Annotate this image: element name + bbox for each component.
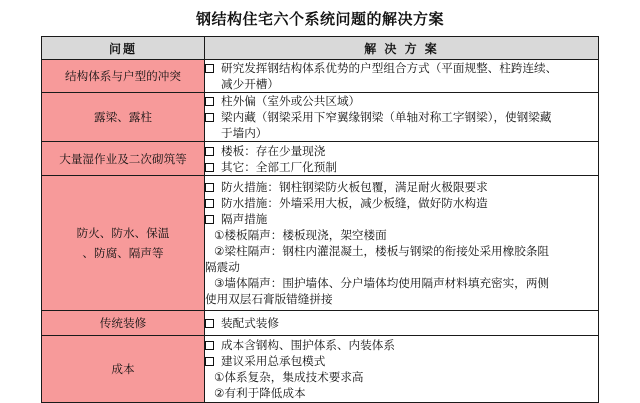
solution-item: 成本含钢构、围护体系、内装体系: [205, 337, 598, 353]
square-bullet-icon: [205, 199, 214, 208]
square-bullet-icon: [205, 64, 214, 73]
solution-subitem: ③墙体隔声：围护墙体、分户墙体均使用隔声材料填充密实，两侧: [214, 276, 550, 290]
solution-item: 防火措施：钢柱钢梁防火板包覆，满足耐火极限要求: [205, 179, 598, 195]
solution-cell: [205, 93, 599, 142]
table-row: [42, 60, 599, 93]
solution-continuation: 使用双层石膏版错缝拼接: [205, 292, 333, 306]
header-solution: 解 决 方 案: [205, 37, 599, 60]
square-bullet-icon: [205, 357, 214, 366]
solution-item: 其它：全部工厂化预制: [205, 159, 598, 175]
issue-line: 、防腐、隔声等: [82, 246, 164, 260]
square-bullet-icon: [205, 97, 214, 106]
solution-item: 柱外偏（室外或公共区域）: [205, 93, 598, 109]
table-row: [42, 336, 599, 403]
issue-cell: 露梁、露柱: [42, 93, 205, 142]
square-bullet-icon: [205, 147, 214, 156]
issue-cell: 大量湿作业及二次砌筑等: [42, 142, 205, 176]
square-bullet-icon: [205, 163, 214, 172]
solution-item: 梁内藏（钢梁采用下窄翼缘钢梁（单轴对称工字钢梁），使钢梁藏: [205, 109, 598, 125]
solution-item: 楼板：存在少量现浇: [205, 143, 598, 159]
table-row: [42, 142, 599, 176]
solution-cell: [205, 311, 599, 336]
solution-continuation: 于墙内）: [221, 126, 268, 140]
table-header-row: [42, 37, 599, 60]
issue-cell: 传统装修: [42, 311, 205, 336]
solution-subitem: ②有利于降低成本: [214, 386, 306, 400]
solution-item: 防水措施：外墙采用大板，减少板缝，做好防水构造: [205, 195, 598, 211]
solutions-table: [41, 36, 599, 403]
solution-item: 隔声措施: [205, 211, 598, 227]
solution-subitem: ①楼板隔声：楼板现浇，架空楼面: [214, 228, 387, 242]
issue-cell: 结构体系与户型的冲突: [42, 60, 205, 93]
header-issue: 问题: [42, 37, 205, 60]
table-row: [42, 176, 599, 311]
solution-item: 研究发挥钢结构体系优势的户型组合方式（平面规整、柱跨连续、: [205, 60, 598, 76]
solution-item: 建议采用总承包模式: [205, 353, 598, 369]
solution-cell: [205, 176, 599, 311]
solution-cell: [205, 142, 599, 176]
square-bullet-icon: [205, 341, 214, 350]
issue-cell: 成本: [42, 336, 205, 403]
solution-continuation: 减少开槽）: [221, 77, 279, 91]
issue-line: 防火、防水、保温: [76, 226, 170, 240]
solution-cell: [205, 336, 599, 403]
square-bullet-icon: [205, 113, 214, 122]
solution-subitem: ①体系复杂，集成技术要求高: [214, 370, 364, 384]
solution-continuation: 隔震动: [205, 260, 240, 274]
solution-cell: [205, 60, 599, 93]
square-bullet-icon: [205, 215, 214, 224]
table-row: [42, 311, 599, 336]
square-bullet-icon: [205, 183, 214, 192]
solution-item: 装配式装修: [205, 315, 598, 331]
square-bullet-icon: [205, 319, 214, 328]
solution-subitem: ②梁柱隔声：钢柱内灌混凝土，楼板与钢梁的衔接处采用橡胶条阻: [214, 244, 550, 258]
issue-cell: [42, 176, 205, 311]
document-title: 钢结构住宅六个系统问题的解决方案: [195, 10, 444, 28]
table-row: [42, 93, 599, 142]
